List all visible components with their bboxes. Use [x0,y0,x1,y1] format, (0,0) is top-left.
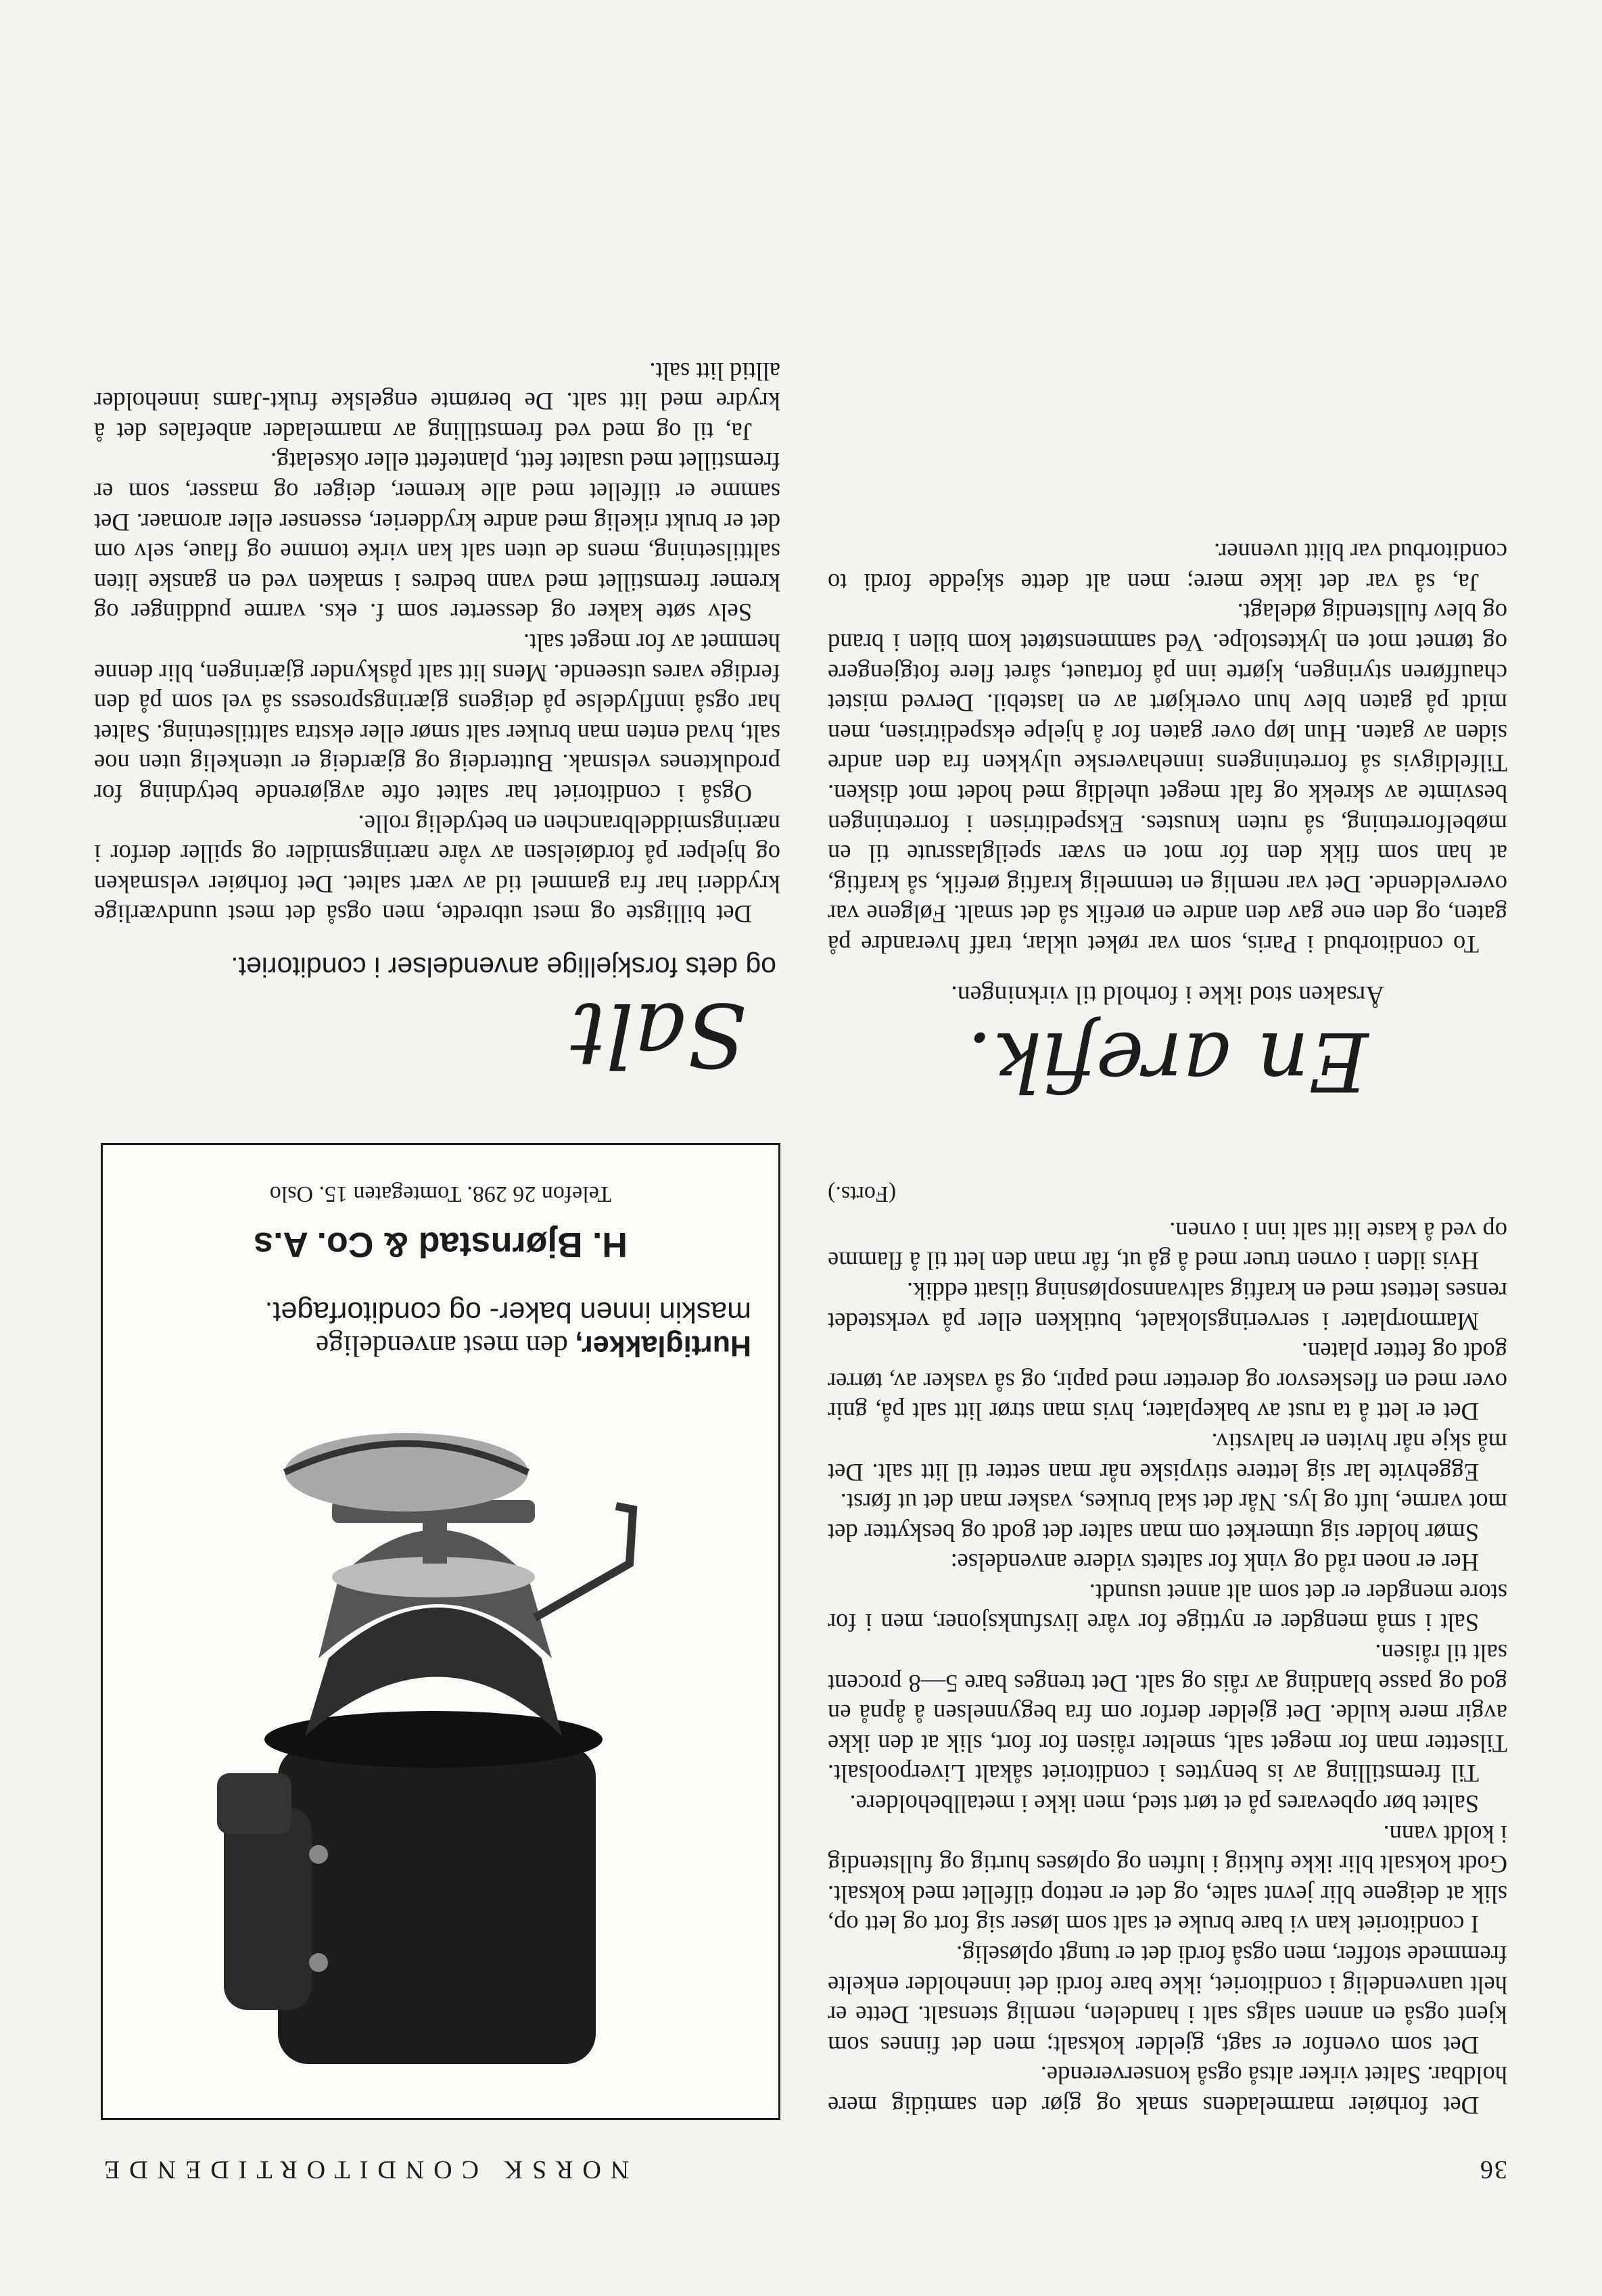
ad-line-2: maskin innen baker- og conditorfaget. [264,1296,751,1328]
paragraph: Det som ovenfor er sagt, gjelder koksalt; men det finnes som kjent også en annen salgs salt i handelen, nemlig stensalt. Dette er helt uanvendelig i conditoriet, ikke bare fordi det inneholder enkelte fremmede stoffer, men også fordi det er tungt opløselig. [828,1941,1507,2059]
running-head [95,2137,1507,2184]
magazine-title: NORSK CONDITORTIDENDE [95,2155,630,2184]
paragraph: Salt i små mengder er nyttige for våre livsfunksjoner, men i for store mengder er det som alt annet usundt. [828,1578,1507,1637]
ad-company: H. Bjørnstad & Co. A.s [254,1225,628,1264]
ad-headline [122,1327,751,1364]
paragraph: Ja, så var det ikke mere; men alt dette skjedde fordi to conditorbud var blitt uvenner. [828,538,1507,596]
advertisement-box [101,1143,780,2120]
ad-contact: Telefon 26 298. Tomtegaten 15. Oslo [269,1181,612,1206]
paragraph: Selv søte kaker og desserter som f. eks. varme puddinger og kremer fremstillet med vann bedres i smaken ved en ganske liten salttilsetning, mens de uten salt kan virke tomme og flaue, selv om det er brukt rikelig med andre krydderier, essenser eller aromaer. Det samme er tilfellet med alle kremer, deiger og masser, som er fremstillet med usaltet fett, plantefett eller okselatg. [94,448,780,627]
paragraph: Her er noen råd og vink for saltets videre anvendelse: [950,1549,1479,1577]
paragraph: Eggehvite lar sig lettere stivpiske når man setter til litt salt. Det må skje når hviten er halvstiv. [828,1428,1507,1486]
paragraph: Hvis ilden i ovnen truer med å gå ut, får man den lett til å flamme op ved å kaste litt salt inn i ovnen. [828,1217,1507,1275]
page-number: 36 [1479,2155,1507,2184]
paragraph: Ja, til og med ved fremstilling av marmelader anbefales det å krydre med litt salt. De berømte engelske frukt-Jams inneholder alltid litt salt. [94,357,780,446]
salt-paragraphs [94,356,780,929]
salt-continued-paragraphs [828,1215,1507,2120]
left-column [828,537,1507,2120]
paragraph: Saltet bør opbevares på et tørt sted, men ikke i metallbeholdere. [849,1790,1479,1819]
paragraph: Det billigste og mest utbredte, men også det mest uundværlige krydderi har fra gammel tid av vært saltet. Det forhøier velsmaken og hjelper på fordøielsen av våre næringsmidler og spiller derfor i næringsmiddelbranchen en betydelig rolle. [94,810,780,929]
paragraph: Til fremstilling av is benyttes i conditoriet såkalt Liverpoolsalt. Tilsetter man for meget salt, smelter råisen for fort, slik at den ikke avgir mere kulde. Det gjelder derfor om fra begynnelsen å åpnå en god og passe blanding av råis og salt. Det trenges bare 5—8 procent salt til råisen. [828,1639,1507,1788]
paragraph: Smør holder sig utmerket om man salter det godt og beskytter det mot varme, luft og lys. Når det skal brukes, vasker man det ut først. [828,1489,1507,1547]
article-title-enefik: En arefik. [966,1013,1369,1108]
meat-grinder-machine-icon [183,1415,697,2091]
article-subtitle-salt: og dets forskjellige anvendelser i conditoriet. [231,952,776,983]
article-title-salt: Salt [570,983,747,1086]
paragraph: Marmorplater i serveringslokalet, butikken eller på verkstedet renses lettest med en kraftig saltvannsopløsning tilsatt eddik. [828,1277,1507,1336]
paragraph: Også i conditoriet har saltet ofte avgjørende betydning for produktenes velsmak. Butterdeig og gjærdeig er utenkelig uten noe salt, hvad enten man bruker salt smør eller ekstra salttilsetning. Saltet har også innflydelse på deigens gjæringsprosess så vel som på den ferdige vares utseende. Mens litt salt påskynder gjæringen, blir denne hemmet av for meget salt. [94,629,780,808]
right-column [94,356,780,2120]
ad-product-name: Hurtiglakker, [575,1330,751,1362]
paragraph: I conditoriet kan vi bare bruke et salt som løser sig fort og lett op, slik at deigene blir jevnt salte, og det er nettop tilfellet med koksalt. Godt koksalt blir ikke fuktig i luften og opløses hurtig og fullstendig i koldt vann. [828,1820,1507,1939]
continued-note: (Forts.) [828,1181,897,1207]
paragraph: Det er lett å ta rust av bakeplater, hvis man strør litt salt på, gnir over med en fleskesvor og deretter med papir, og så vasker av, tørrer godt og fetter platen. [828,1338,1507,1426]
article-subtitle-enefik: Årsaken stod ikke i forhold til virkningen. [951,980,1384,1009]
ad-line-1: den mest anvendelige [316,1330,575,1361]
paragraph: Det forhøier marmeladens smak og gjør den samtidig mere holdbar. Saltet virker altså også konserverende. [828,2061,1507,2119]
enefik-paragraphs [828,537,1507,959]
paragraph: To conditorbud i Paris, som var røket uklar, traff hverandre på gaten, og den ene gav den andre en ørefik så det smalt. Følgene var overveldende. Det var nemlig en temmelig kraftig ørefik, så kraftig, at han som fikk den fór mot en svær speilglassrute til en møbelforretning, så ruten knustes. Ekspeditrisen i forretningen besvimte av skrekk og falt meget uheldig med hodet mot disken. Tilfeldigvis så forretningens innehaverske ulykken fra den andre siden av gaten. Hun løp over gaten for å hjelpe ekspeditrisen, men midt på gaten blev hun overkjørt av en lastebil. Derved mistet chaufføren styringen, kjørte inn på fortauet, såret flere fotgjengere og tørnet mot en lyktestolpe. Ved sammenstøtet kom bilen i brand og blev fullstendig ødelagt. [828,599,1507,958]
